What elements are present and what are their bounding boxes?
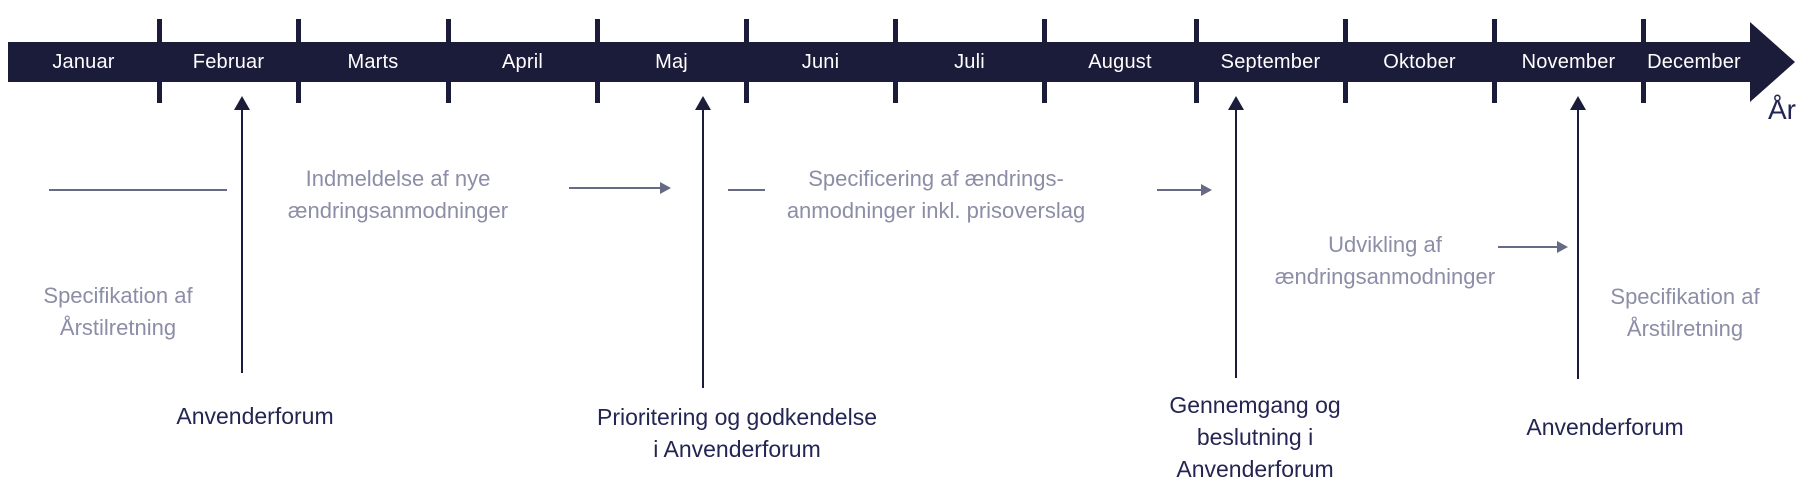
month-label-juli: Juli: [954, 50, 985, 73]
connector-line: [1498, 246, 1559, 248]
connector-line: [569, 187, 662, 189]
phase-label-line: Udvikling af: [1328, 232, 1442, 257]
event-label: [1526, 411, 1683, 443]
event-label: [1169, 389, 1340, 485]
phase-label-line: Specifikation af: [1610, 284, 1760, 309]
phase-label-line: Specificering af ændrings-: [808, 166, 1064, 191]
event-label-line: i Anvenderforum: [653, 436, 821, 462]
timeline-arrowhead-icon: [1750, 22, 1795, 102]
event-arrow-line: [1235, 108, 1237, 378]
event-label-line: beslutning i: [1196, 424, 1314, 450]
month-label-oktober: Oktober: [1383, 50, 1456, 73]
month-label-november: November: [1521, 50, 1616, 73]
event-label-line: Anvenderforum: [1526, 414, 1684, 440]
event-label-line: Gennemgang og: [1169, 392, 1341, 418]
phase-label-line: ændringsanmodninger: [1274, 264, 1496, 289]
month-label-august: August: [1088, 50, 1152, 73]
event-label-line: Anvenderforum: [1176, 456, 1334, 482]
phase-label: [43, 280, 192, 344]
year-label: År: [1768, 94, 1796, 125]
month-label-september: September: [1220, 50, 1321, 73]
phase-label-line: anmodninger inkl. prisoverslag: [786, 198, 1086, 223]
phase-label: [1610, 281, 1759, 345]
month-label-januar: Januar: [52, 50, 115, 73]
event-arrow-line: [241, 108, 243, 373]
event-label: [176, 400, 333, 432]
connector-arrowhead-icon: [1201, 184, 1212, 196]
month-label-februar: Februar: [192, 50, 265, 73]
phase-label: [787, 163, 1085, 227]
connector-arrowhead-icon: [1557, 241, 1568, 253]
month-label-april: April: [501, 50, 543, 73]
connector-arrowhead-icon: [660, 182, 671, 194]
month-label-december: December: [1647, 50, 1741, 73]
phase-label: [1275, 229, 1495, 293]
phase-label-line: Indmeldelse af nye: [305, 166, 491, 191]
connector-line: [1157, 189, 1203, 191]
connector-line: [728, 189, 765, 191]
phase-label: [288, 163, 508, 227]
phase-label-line: Årstilretning: [1626, 316, 1744, 341]
phase-label-line: Specifikation af: [43, 283, 193, 308]
event-label-line: Prioritering og godkendelse: [596, 404, 878, 430]
event-arrow-line: [1577, 108, 1579, 379]
month-label-maj: Maj: [655, 50, 688, 73]
month-label-marts: Marts: [347, 50, 399, 73]
connector-line: [49, 189, 227, 191]
event-label-line: Anvenderforum: [176, 403, 334, 429]
event-label: [597, 401, 877, 465]
phase-label-line: Årstilretning: [59, 315, 177, 340]
event-arrow-line: [702, 108, 704, 388]
month-label-juni: Juni: [801, 50, 840, 73]
phase-label-line: ændringsanmodninger: [287, 198, 509, 223]
